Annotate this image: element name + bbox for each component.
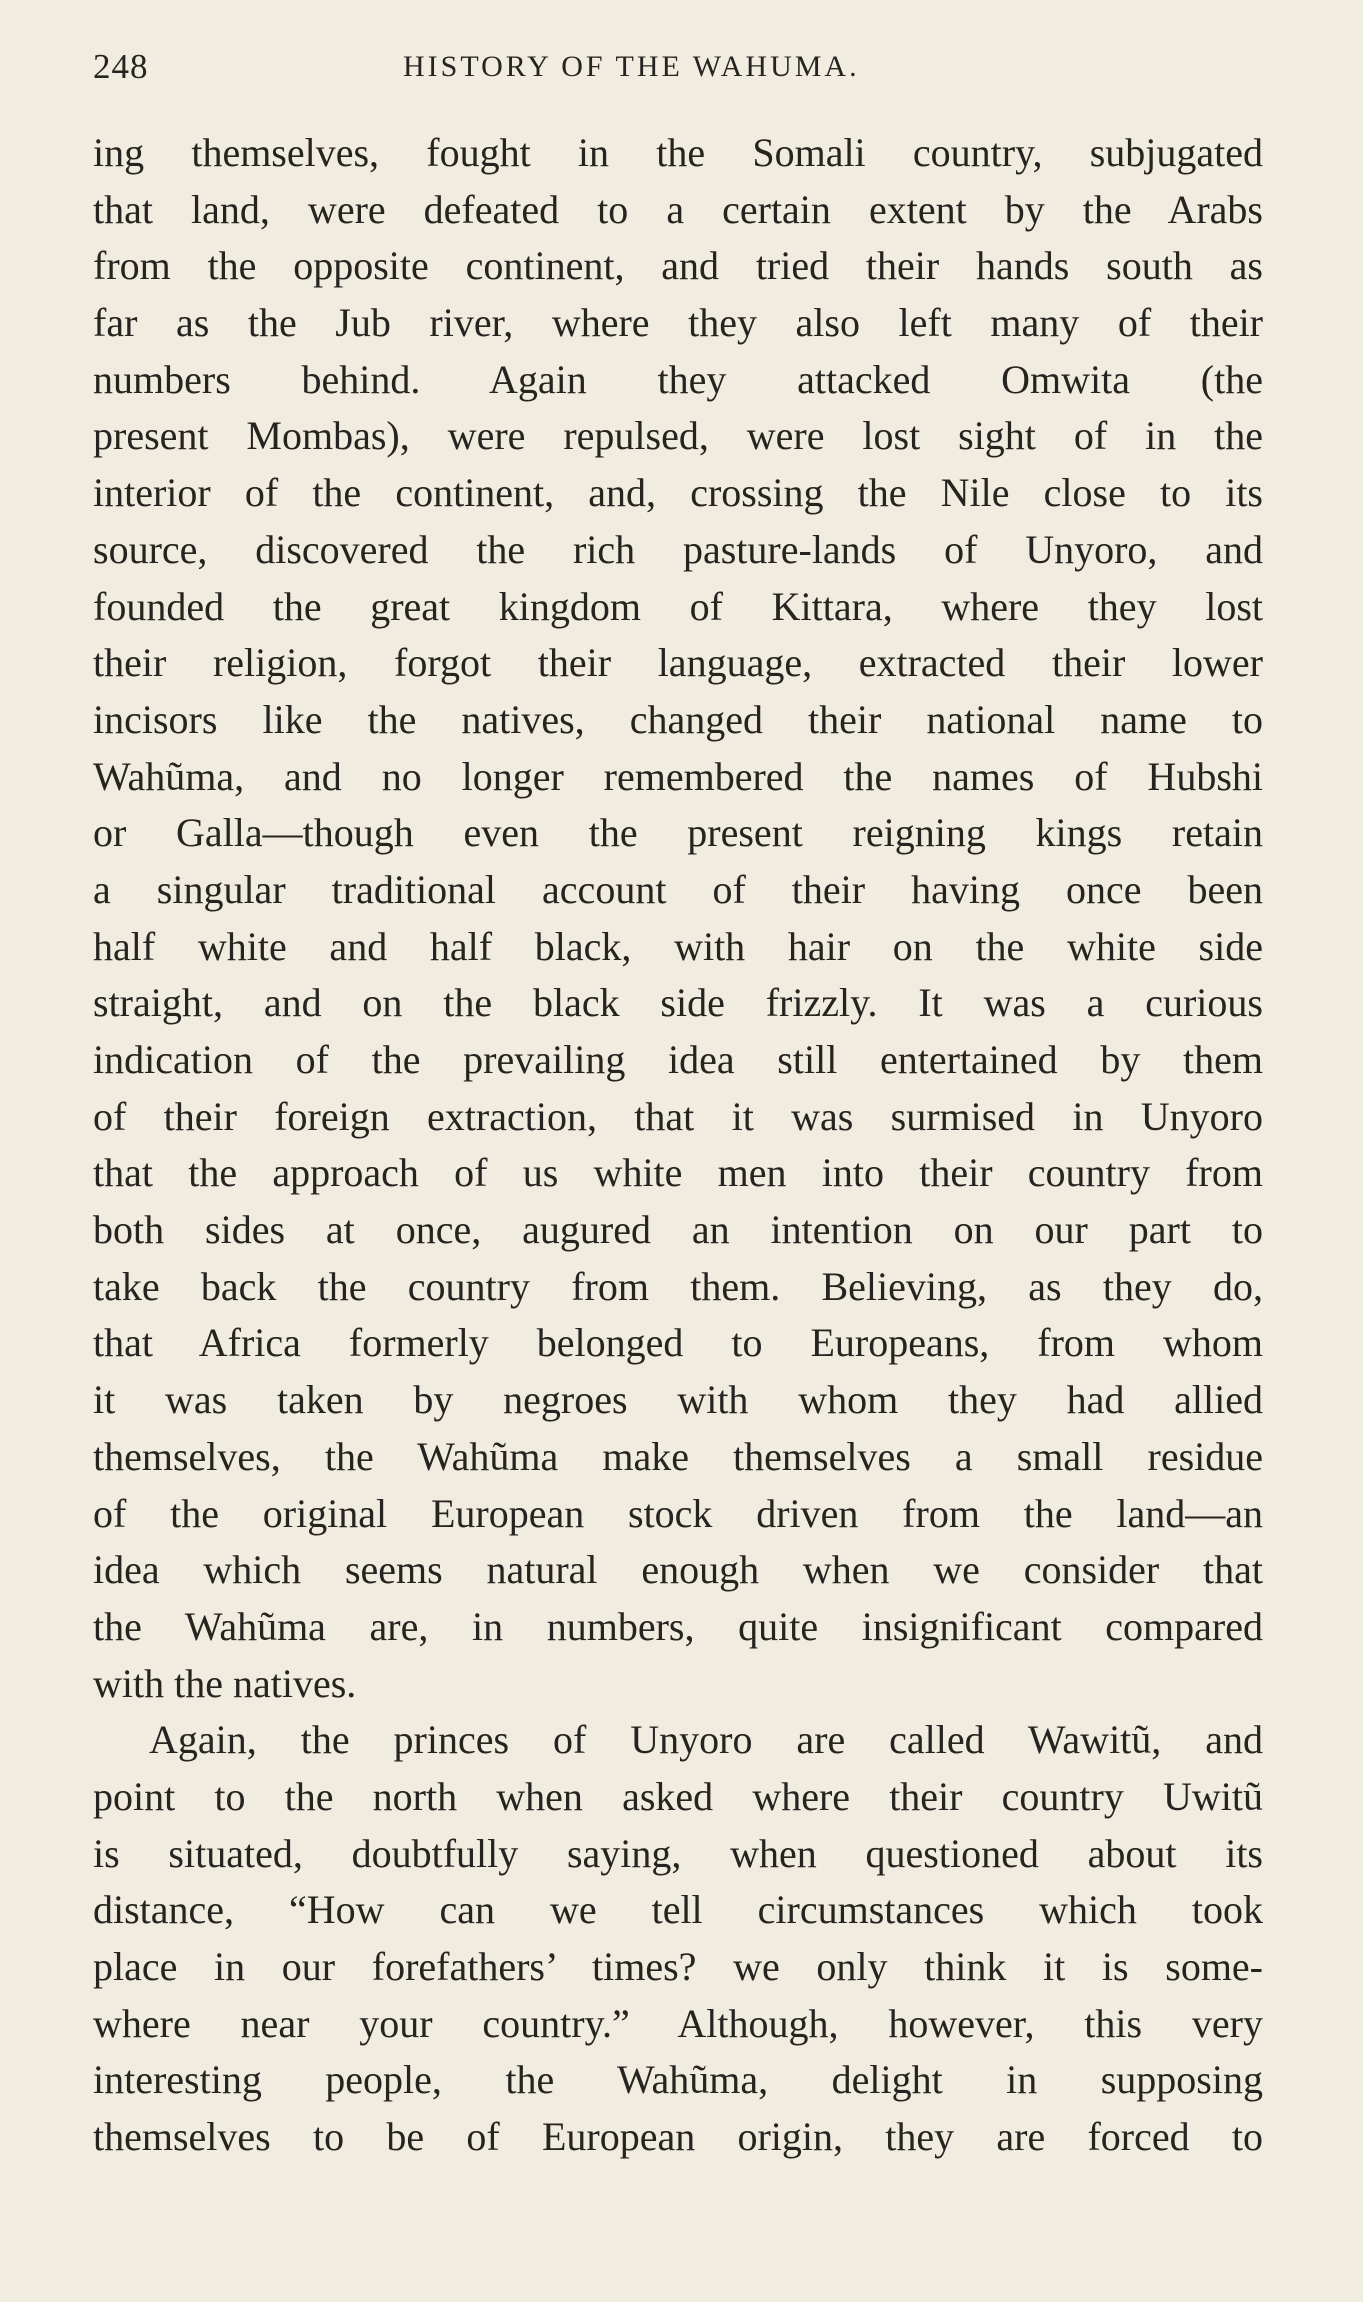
text-line: place in our forefathers’ times? we only think it is some- (93, 1944, 1263, 1989)
text-line: idea which seems natural enough when we consider that (93, 1547, 1263, 1593)
text-line: present Mombas), were repulsed, were lost sight of in the (93, 413, 1263, 459)
text-line: far as the Jub river, where they also left many of their (93, 300, 1263, 346)
text-line: point to the north when asked where their country Uwitũ (93, 1773, 1263, 1819)
paragraph-end-line: with the natives. (93, 1660, 357, 1706)
text-line: interior of the continent, and, crossing the Nile close to its (93, 470, 1263, 516)
text-line: incisors like the natives, changed their national name to (93, 696, 1263, 742)
text-line: themselves to be of European origin, they are forced to (93, 2114, 1263, 2160)
running-title: HISTORY OF THE WAHUMA. (403, 50, 860, 83)
text-line: of the original European stock driven from the land—an (93, 1490, 1263, 1536)
text-line: the Wahũma are, in numbers, quite insignificant compared (93, 1603, 1263, 1649)
text-line: is situated, doubtfully saying, when questioned about its (93, 1830, 1263, 1876)
text-line: it was taken by negroes with whom they had allied (93, 1377, 1263, 1423)
text-line: that Africa formerly belonged to Europeans, from whom (93, 1320, 1263, 1366)
text-line: or Galla—though even the present reigning kings retain (93, 810, 1263, 856)
text-line: ing themselves, fought in the Somali country, subjugated (93, 130, 1263, 175)
text-line: a singular traditional account of their having once been (93, 866, 1263, 912)
text-line: where near your country.” Although, however, this very (93, 2000, 1263, 2046)
text-line: take back the country from them. Believing, as they do, (93, 1263, 1263, 1309)
text-line: source, discovered the rich pasture-lands of Unyoro, and (93, 526, 1263, 572)
text-line: from the opposite continent, and tried their hands south as (93, 243, 1263, 289)
paragraph-start-line: Again, the princes of Unyoro are called Wawitũ, and (149, 1717, 1263, 1763)
page-number: 248 (93, 47, 149, 86)
text-line: numbers behind. Again they attacked Omwita (the (93, 356, 1263, 402)
text-line: interesting people, the Wahũma, delight in supposing (93, 2057, 1263, 2103)
running-head (93, 42, 1263, 92)
text-line: founded the great kingdom of Kittara, where they lost (93, 583, 1263, 629)
body-text (93, 125, 1263, 2166)
text-line: half white and half black, with hair on the white side (93, 923, 1263, 969)
text-line: Wahũma, and no longer remembered the names of Hubshi (93, 753, 1263, 799)
text-line: distance, “How can we tell circumstances which took (93, 1887, 1263, 1933)
text-line: indication of the prevailing idea still entertained by them (93, 1037, 1263, 1082)
text-line: that the approach of us white men into their country from (93, 1150, 1263, 1196)
text-line: both sides at once, augured an intention on our part to (93, 1207, 1263, 1253)
text-line: of their foreign extraction, that it was surmised in Unyoro (93, 1093, 1263, 1139)
text-line: straight, and on the black side frizzly. It was a curious (93, 980, 1263, 1026)
text-line: that land, were defeated to a certain extent by the Arabs (93, 186, 1263, 232)
text-line: their religion, forgot their language, extracted their lower (93, 640, 1263, 686)
text-line: themselves, the Wahũma make themselves a small residue (93, 1433, 1263, 1479)
